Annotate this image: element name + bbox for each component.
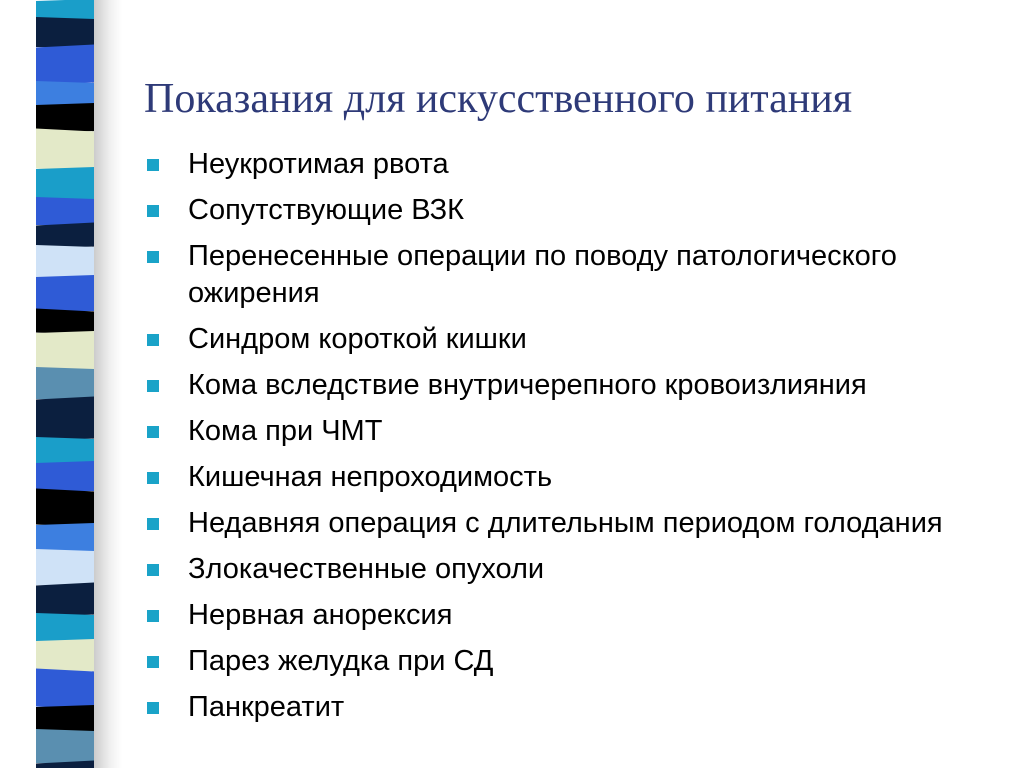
square-bullet-icon [147,205,159,217]
square-bullet-icon [147,380,159,392]
slide-title: Показания для искусственного питания [144,76,853,122]
bullet-item [140,643,1010,680]
stripe-band [36,128,94,171]
square-bullet-icon [147,564,159,576]
stripe-band [36,396,94,441]
stripe-band [36,729,94,765]
bullet-item [140,367,1010,404]
stripe-band [36,245,94,279]
stripe-band [36,549,94,587]
stripe-band [36,331,94,371]
square-bullet-icon [147,426,159,438]
stripe-band [36,488,94,527]
stripe-shadow [92,0,122,768]
bullet-item [140,459,1010,496]
bullet-text: Перенесенные операции по поводу патологического ожирения [188,240,897,309]
square-bullet-icon [147,159,159,171]
square-bullet-icon [147,610,159,622]
bullet-text: Нервная анорексия [188,599,453,631]
bullet-item [140,689,1010,726]
bullet-text: Злокачественные опухоли [188,553,545,585]
bullet-text: Панкреатит [188,691,345,723]
bullet-text: Неукротимая рвота [188,148,449,180]
bullet-text: Недавняя операция с длительным периодом голодания [188,507,943,539]
bullet-item [140,597,1010,634]
square-bullet-icon [147,518,159,530]
bullet-text: Кишечная непроходимость [188,461,553,493]
bullet-text: Кома при ЧМТ [188,415,383,447]
bullet-text: Синдром короткой кишки [188,323,527,355]
bullet-item [140,321,1010,358]
stripe-band [36,275,94,313]
bullet-item [140,413,1010,450]
stripe-band [36,167,94,201]
stripe-band [36,44,94,85]
square-bullet-icon [147,656,159,668]
stripe-band [36,668,94,709]
bullet-text: Кома вследствие внутричерепного кровоизлияния [188,369,867,401]
bullet-item [140,551,1010,588]
bullet-item [140,505,1010,542]
bullet-item [140,146,1010,183]
square-bullet-icon [147,472,159,484]
square-bullet-icon [147,334,159,346]
bullet-list [140,146,1010,735]
bullet-item [140,192,1010,229]
square-bullet-icon [147,702,159,714]
square-bullet-icon [147,251,159,263]
bullet-text: Парез желудка при СД [188,645,494,677]
bullet-text: Сопутствующие ВЗК [188,194,465,226]
bullet-item [140,238,1010,312]
decorative-stripe [36,0,94,768]
